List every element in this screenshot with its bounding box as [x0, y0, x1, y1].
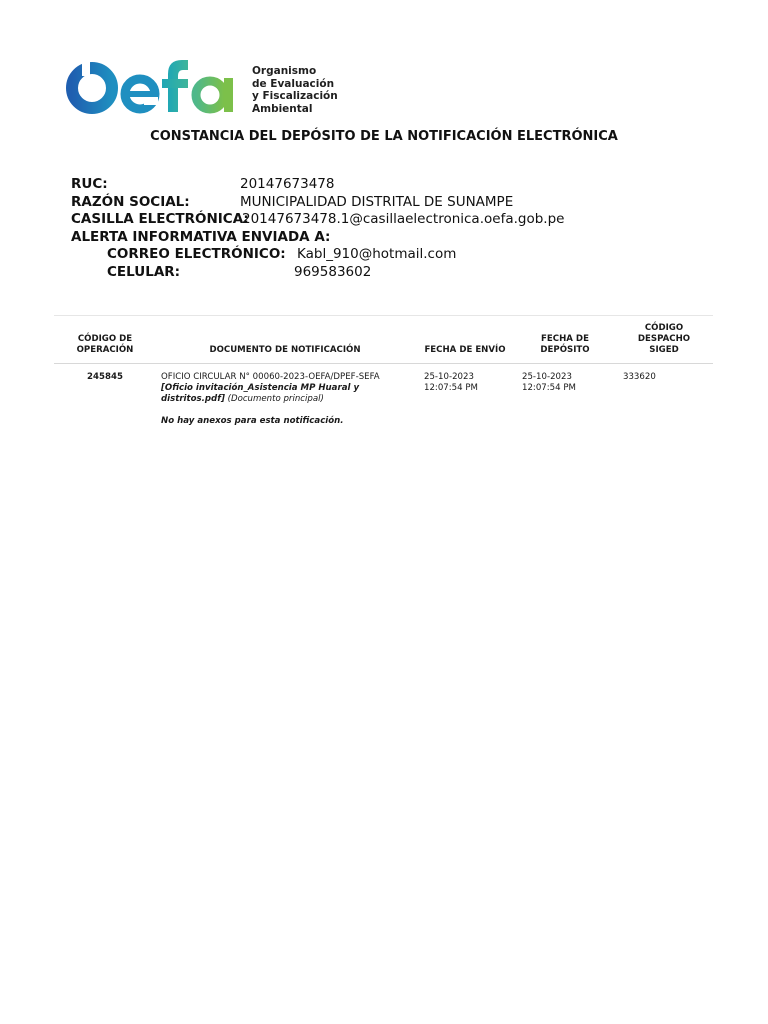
doc-file-note: (Documento principal) [227, 394, 324, 404]
doc-file-link[interactable]: [Oficio invitación_Asistencia MP Huaral y [161, 383, 360, 393]
logo-line: Organismo [252, 65, 317, 77]
header-codigo-operacion [60, 334, 150, 356]
correo-value: Kabl_910@hotmail.com [297, 246, 457, 262]
header-documento: DOCUMENTO DE NOTIFICACIÓN [209, 345, 361, 355]
header-line: CÓDIGO DE [77, 334, 133, 344]
casilla-value: 20147673478.1@casillaelectronica.oefa.gob.pe [242, 211, 565, 227]
razon-social-value: MUNICIPALIDAD DISTRITAL DE SUNAMPE [240, 193, 514, 210]
cell-fecha-envio [424, 372, 514, 394]
no-anexos-note: No hay anexos para esta notificación. [161, 416, 344, 426]
cell-codigo-operacion: 245845 [87, 372, 123, 382]
header-fecha-deposito [520, 334, 610, 356]
razon-social-label: RAZÓN SOCIAL: [71, 193, 190, 210]
header-line: DESPACHO [637, 334, 691, 344]
logo-line: de Evaluación [252, 77, 335, 90]
header-line: CÓDIGO [644, 323, 684, 333]
ruc-value: 20147673478 [240, 176, 335, 192]
celular-label: CELULAR: [107, 263, 181, 280]
fecha-deposito-date: 25-10-2023 [522, 372, 572, 382]
table-top-divider [54, 315, 713, 316]
header-fecha-envio: FECHA DE ENVÍO [424, 345, 506, 355]
header-codigo-siged [624, 323, 704, 356]
header-line: SIGED [649, 345, 679, 355]
logo-line: Ambiental [252, 102, 313, 115]
alerta-label: ALERTA INFORMATIVA ENVIADA A: [71, 228, 331, 245]
correo-label: CORREO ELECTRÓNICO: [107, 246, 286, 262]
cell-documento [161, 372, 411, 427]
header-line: OPERACIÓN [76, 345, 134, 355]
casilla-label: CASILLA ELECTRÓNICA: [71, 211, 249, 227]
doc-file-link-cont[interactable]: distritos.pdf] [161, 394, 225, 404]
document-title: CONSTANCIA DEL DEPÓSITO DE LA NOTIFICACIÓN ELECTRÓNICA [150, 129, 618, 144]
header-line: FECHA DE [541, 334, 589, 344]
celular-value: 969583602 [294, 263, 372, 280]
oefa-wordmark [64, 54, 244, 116]
header-line: DEPÓSITO [540, 345, 590, 355]
fecha-deposito-time: 12:07:54 PM [522, 383, 576, 393]
table-header-divider [54, 363, 713, 364]
fecha-envio-time: 12:07:54 PM [424, 383, 478, 393]
logo-line: y Fiscalización [252, 90, 338, 102]
cell-codigo-siged: 333620 [623, 372, 656, 382]
oefa-logo [64, 54, 344, 116]
doc-title: OFICIO CIRCULAR N° 00060-2023-OEFA/DPEF-SEFA [161, 372, 380, 382]
cell-fecha-deposito [522, 372, 612, 394]
logo-caption [252, 65, 338, 115]
fecha-envio-date: 25-10-2023 [424, 372, 474, 382]
ruc-label: RUC: [71, 176, 108, 192]
